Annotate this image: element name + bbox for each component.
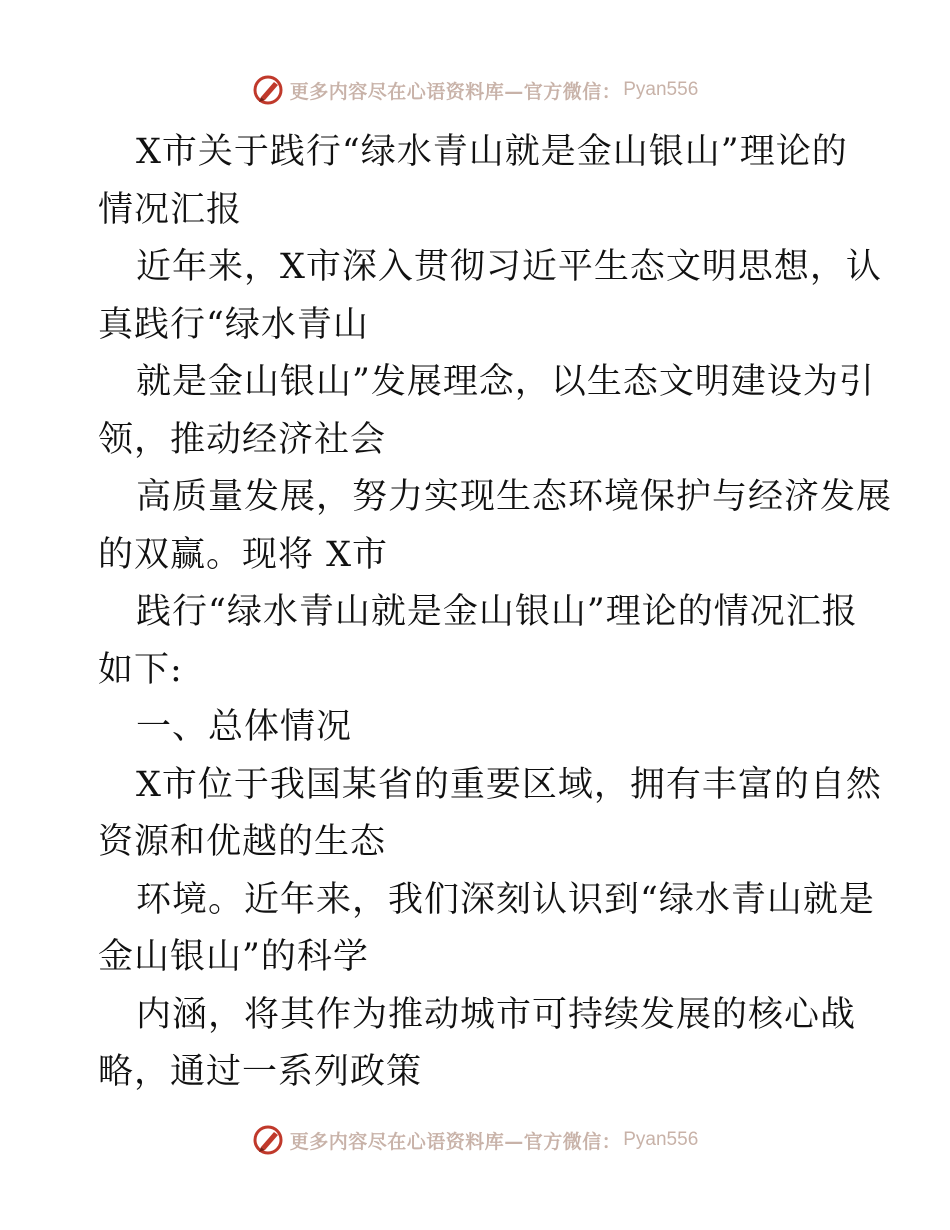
text-line: 内涵，将其作为推动城市可持续发展的核心战 xyxy=(136,994,857,1035)
text-line: 的双赢。现将 X市 xyxy=(98,534,389,575)
footer-watermark xyxy=(0,1120,950,1160)
text-line: 略，通过一系列政策 xyxy=(98,1052,423,1092)
text-line: X市位于我国某省的重要区域，拥有丰富的自然 xyxy=(136,764,882,805)
watermark-wechat-id: Pyan556 xyxy=(623,79,699,100)
document-body xyxy=(98,124,893,1102)
text-line: 践行“绿水青山就是金山银山”理论的情况汇报 xyxy=(136,592,858,632)
text-line: 环境。近年来，我们深刻认识到“绿水青山就是 xyxy=(136,879,875,920)
header-watermark xyxy=(0,70,950,110)
watermark-text: 更多内容尽在心语资料库—官方微信： xyxy=(289,80,622,103)
text-line: 资源和优越的生态 xyxy=(98,822,387,862)
watermark-text: 更多内容尽在心语资料库—官方微信： xyxy=(289,1130,622,1153)
text-line: 情况汇报 xyxy=(98,189,243,230)
watermark-wechat-id: Pyan556 xyxy=(623,1129,699,1150)
text-line: 就是金山银山”发展理念，以生态文明建设为引 xyxy=(136,362,875,402)
text-line: 一、总体情况 xyxy=(136,707,353,747)
text-line: 如下: xyxy=(98,649,183,690)
text-line: X市关于践行“绿水青山就是金山银山”理论的 xyxy=(136,132,848,172)
pen-logo-icon xyxy=(252,1123,286,1157)
pen-logo-icon xyxy=(252,73,286,107)
text-line: 高质量发展，努力实现生态环境保护与经济发展 xyxy=(136,477,893,517)
text-line: 近年来，X市深入贯彻习近平生态文明思想，认 xyxy=(136,247,882,287)
text-line: 金山银山”的科学 xyxy=(98,937,369,977)
text-line: 真践行“绿水青山 xyxy=(98,304,369,345)
text-line: 领，推动经济社会 xyxy=(98,419,387,460)
